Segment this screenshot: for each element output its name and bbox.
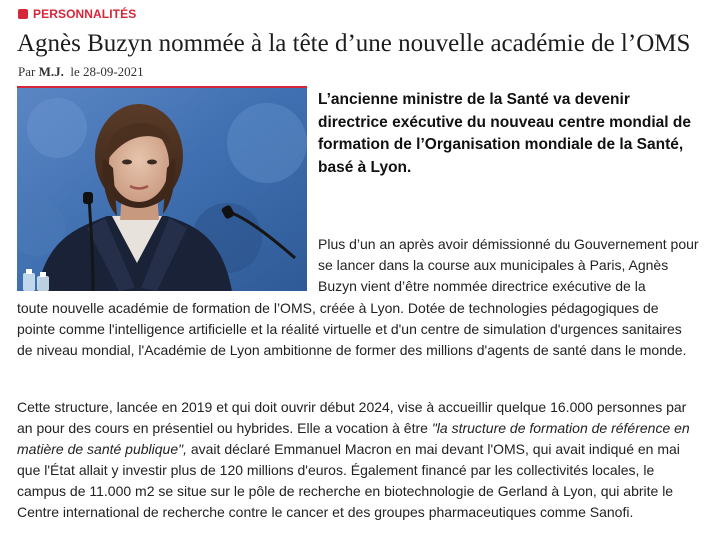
byline — [18, 64, 144, 80]
byline-prefix: Par — [18, 64, 36, 79]
article-photo — [17, 86, 307, 291]
byline-date-prefix: le — [70, 64, 80, 79]
byline-date: 28-09-2021 — [83, 64, 144, 79]
paragraph-2-text-b: avait déclaré Emmanuel Macron en mai devant l'OMS, qui avait indiqué en mai que l'État allait y investir plus de 120 millions d'euros. Également financé par les collectivités locales, le campus de 11.000 m2 se situe sur le pôle de recherche en biotechnologie de Gerland à Lyon, qui abrite le Centre international de recherche contre le cancer et des groupes pharmaceutiques comme Sanofi. — [17, 441, 680, 520]
category-square-icon — [18, 9, 28, 19]
category-tag[interactable] — [18, 6, 136, 22]
category-label[interactable]: PERSONNALITÉS — [33, 7, 137, 21]
byline-author[interactable]: M.J. — [38, 64, 64, 79]
paragraph-2-text-a: Cette structure, lancée en 2019 et qui doit ouvrir début 2024, vise à accueillir quelque 16.000 personnes par an pour des cours en présentiel ou hybrides. Elle a vocation à être — [17, 399, 687, 436]
paragraph-1-continued: toute nouvelle académie de formation de l’OMS, créée à Lyon. Dotée de technologies pédagogiques de pointe comme l'intelligence artificielle et la réalité virtuelle et d'un centre de simulation d'urgences sanitaires de niveau mondial, l'Académie de Lyon ambitionne de former des millions d'agents de santé dans le monde. — [17, 300, 687, 358]
paragraph-1-start: Plus d’un an après avoir démissionné du Gouvernement pour se lancer dans la course aux municipales à Paris, Agnès Buzyn vient d’être nommée directrice exécutive de la — [318, 236, 699, 294]
paragraph-2-quote: "la structure de formation de référence en matière de santé publique", — [17, 420, 690, 457]
article-title: Agnès Buzyn nommée à la tête d’une nouvelle académie de l’OMS — [17, 30, 691, 57]
portrait-photo-icon — [17, 88, 307, 291]
paragraph-2 — [17, 397, 697, 523]
article-lead: L’ancienne ministre de la Santé va devenir directrice exécutive du nouveau centre mondial de formation de l’Organisation mondiale de la Santé, basé à Lyon. — [318, 91, 691, 176]
